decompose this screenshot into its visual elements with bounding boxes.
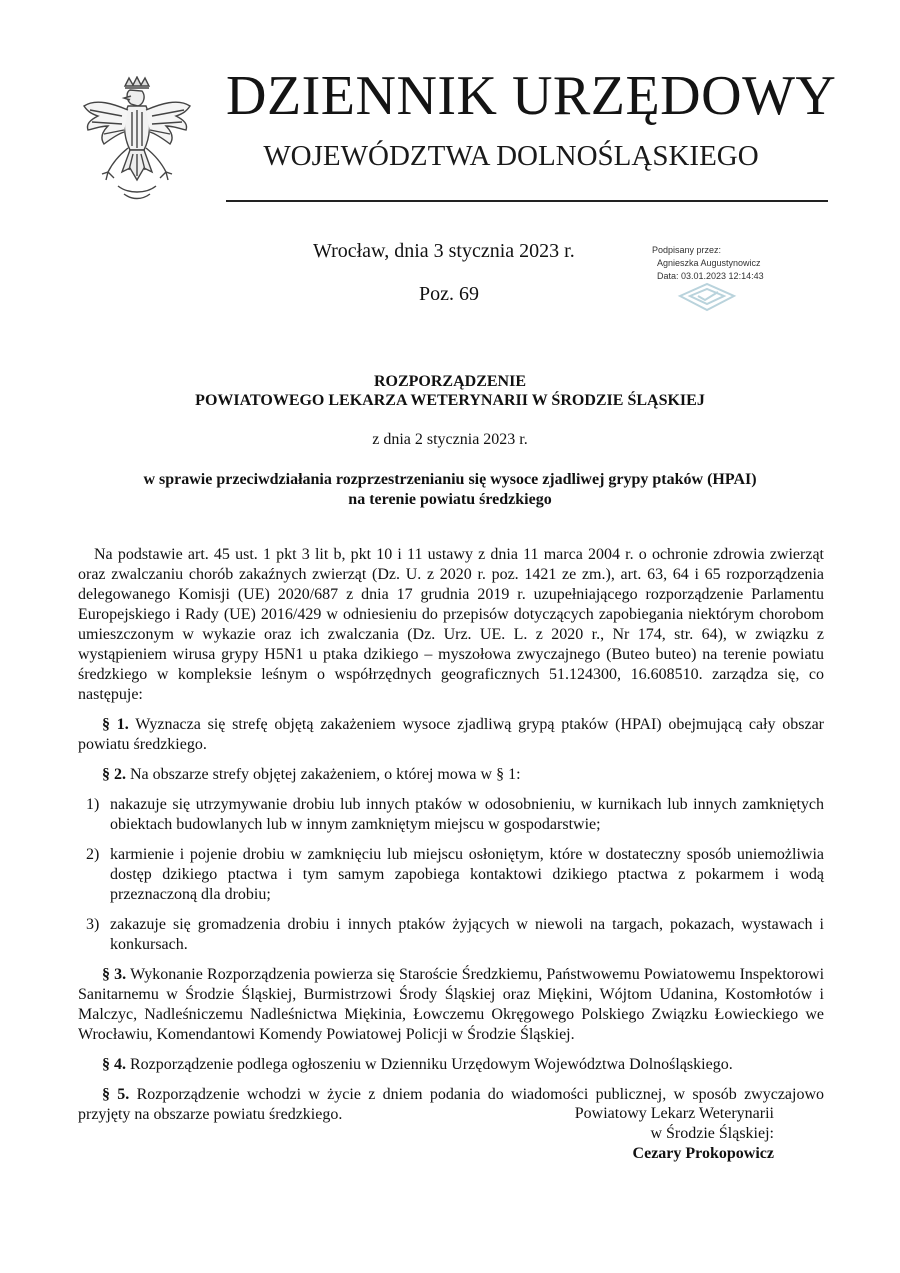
section-text: Wyznacza się strefę objętą zakażeniem wysoce zjadliwą grypą ptaków (HPAI) obejmującą cały obszar powiatu średzkiego. [78, 716, 824, 753]
list-item [78, 915, 824, 955]
section-text: Rozporządzenie wchodzi w życie z dniem podania do wiadomości publicznej, w sposób zwyczajowo przyjęty na obszarze powiatu średzkiego. [78, 1086, 825, 1123]
journal-title: DZIENNIK URZĘDOWY [226, 65, 837, 127]
masthead-divider [226, 200, 828, 202]
list-text: karmienie i pojenie drobiu w zamknięciu lub miejscu osłoniętym, które w dostateczny sposób uniemożliwia dostęp dzikiego ptactwa i tym samym zapobiega kontaktowi dzikiego ptactwa z pokarmem i wodą przeznaczoną dla drobiu; [110, 846, 824, 903]
subject-line-1: w sprawie przeciwdziałania rozprzestrzenianiu się wysoce zjadliwej grypy ptaków (HPAI) [143, 471, 757, 488]
section-text: Wykonanie Rozporządzenia powierza się Staroście Średzkiemu, Państwowemu Powiatowemu Inspektorowi Sanitarnemu w Środzie Śląskiej, Burmistrzowi Środy Śląskiej oraz Miękini, Wójtom Udanina, Kostomłotów i Malczyc, Nadleśniczemu Nadleśnictwa Miękinia, Łowczemu Okręgowego Polskiego Związku Łowieckiego we Wrocławiu, Komendantowi Komendy Powiatowej Policji w Środzie Śląskiej. [78, 966, 825, 1043]
document-type: ROZPORZĄDZENIE [373, 373, 527, 390]
document-date: z dnia 2 stycznia 2023 r. [372, 431, 528, 448]
position-number: Poz. 69 [419, 283, 479, 305]
section-3 [78, 965, 824, 1045]
list-number: 3) [86, 916, 100, 933]
section-4 [78, 1055, 824, 1075]
section-mark: § 2. [102, 766, 126, 783]
polish-eagle-emblem-icon [78, 76, 196, 208]
section-2 [78, 765, 824, 785]
list-text: zakazuje się gromadzenia drobiu i innych ptaków żyjących w niewoli na targach, pokazach, wystawach i konkursach. [110, 916, 824, 953]
closing-signature [520, 1104, 774, 1164]
list-number: 2) [86, 846, 100, 863]
journal-subtitle: WOJEWÓDZTWA DOLNOŚLĄSKIEGO [263, 140, 759, 172]
closing-location: w Środzie Śląskiej: [650, 1125, 774, 1142]
section-mark: § 3. [102, 966, 127, 983]
list-text: nakazuje się utrzymywanie drobiu lub innych ptaków w odosobnieniu, w kurnikach lub innych zamkniętych obiektach budowlanych lub w innym zamkniętym miejscu w gospodarstwie; [110, 796, 824, 833]
signature-signer: Agnieszka Augustynowicz [657, 258, 761, 268]
digital-signature [652, 244, 792, 316]
section-mark: § 5. [102, 1086, 130, 1103]
regulation-body [78, 545, 824, 1135]
closing-title: Powiatowy Lekarz Weterynarii [574, 1105, 774, 1122]
section-text: Na obszarze strefy objętej zakażeniem, o której mowa w § 1: [130, 766, 521, 783]
section-text: Rozporządzenie podlega ogłoszeniu w Dzienniku Urzędowym Województwa Dolnośląskiego. [130, 1056, 733, 1073]
document-issuer: POWIATOWEGO LEKARZA WETERYNARII W ŚRODZIE ŚLĄSKIEJ [195, 392, 705, 409]
document-heading [0, 372, 900, 410]
signature-label: Podpisany przez: [652, 245, 722, 255]
list-item [78, 795, 824, 835]
section-mark: § 1. [102, 716, 129, 733]
closing-name: Cezary Prokopowicz [632, 1145, 774, 1162]
list-number: 1) [86, 796, 100, 813]
legal-basis-paragraph: Na podstawie art. 45 ust. 1 pkt 3 lit b, pkt 10 i 11 ustawy z dnia 11 marca 2004 r. o ochronie zdrowia zwierząt oraz zwalczaniu chorób zakaźnych zwierząt (Dz. U. z 2020 r. poz. 1421 ze zm.), art. 63, 64 i 65 rozporządzenia delegowanego Komisji (UE) 2020/687 z dnia 17 grudnia 2019 r. uzupełniającego rozporządzenie Parlamentu Europejskiego i Rady (UE) 2016/429 w odniesieniu do przepisów dotyczących zapobiegania niektórym chorobom umieszczonym w wykazie oraz ich zwalczania (Dz. Urz. UE. L. z 2020 r., Nr 174, str. 64), w związku z wystąpieniem wirusa grypy H5N1 u ptaka dzikiego – myszołowa zwyczajnego (Buteo buteo) na terenie powiatu średzkiego w kompleksie leśnym o współrzędnych geograficznych 51.124300, 16.608510. zarządza się, co następuje: [78, 546, 824, 703]
subject-line-2: na terenie powiatu średzkiego [348, 491, 552, 508]
section-1 [78, 715, 824, 755]
list-item [78, 845, 824, 905]
signature-date: Data: 03.01.2023 12:14:43 [657, 271, 764, 281]
section-mark: § 4. [102, 1056, 126, 1073]
place-date: Wrocław, dnia 3 stycznia 2023 r. [313, 240, 575, 262]
document-subject [0, 470, 900, 510]
